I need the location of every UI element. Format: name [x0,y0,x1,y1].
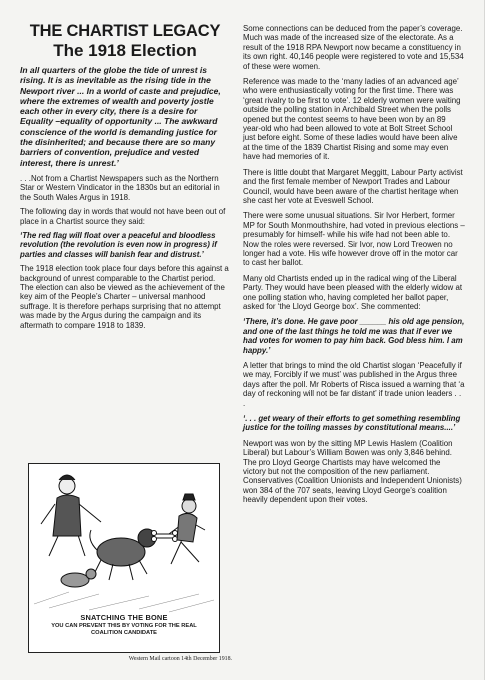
paragraph: A letter that brings to mind the old Chartist slogan ‘Peacefully if we may, Forcibly if we must’ was published in the Argus three days after the poll. Mr Roberts of Risca issued a warning that ‘a day of reckoning will not be far distant’ if trade union leaders . . . [243,361,465,408]
cartoon-caption-title: SNATCHING THE BONE [80,613,168,622]
left-column [20,22,230,335]
paragraph: Newport was won by the sitting MP Lewis Haslem (Coalition Liberal) but Labour’s William Bowen was only 3,846 behind. The pro Lloyd George Chartists may have welcomed the victory but not the composition of the new parliament. Conservatives (Coalition Unionists and Independent Unionists) won 384 of the 707 seats, leaving Lloyd George’s coalition heavily dependent upon their votes. [243,438,462,505]
right-column [243,24,465,511]
paragraph: The following day in words that would not have been out of place in a Chartist source they said: [20,207,226,226]
block-quote: ‘. . . get weary of their efforts to get something resembling justice for the toiling masses by constitutional means....’ [243,414,461,433]
cartoon-caption-line: COALITION CANDIDATE [91,629,157,636]
block-quote: ‘The red flag will float over a peaceful and bloodless revolution (the revolution is even now in progress) if parties and classes will banish fear and distrust.’ [20,231,217,259]
political-cartoon [28,463,220,653]
article-subtitle: The 1918 Election [53,41,197,60]
paragraph: There were some unusual situations. Sir Ivor Herbert, former MP for South Monmouthshire, had voted in previous elections –presumably for himself- while his wife had not been able to. Now the roles were reversed. Sir Ivor, now Lord Treowen no longer had a vote. His wife however drove off in the motor car to cast her ballot. [243,211,465,268]
cartoon-caption [29,623,219,636]
lead-quote: In all quarters of the globe the tide of unrest is rising. It is as inevitable as the rising tide in the Newport river ... In a world of caste and prejudice, where the extremes of wealth and poverty jostle each other in every city, there is a desire for Equality –equality of opportunity ... The awkward conscience of the world is demanding justice for the disinherited; and because there are so many barriers of convention, prejudice and vested interest, there is unrest.’ [20,65,221,168]
paragraph: . . .Not from a Chartist Newspapers such as the Northern Star or Western Vindicator in the 1830s but an editorial in the South Wales Argus in 1918. [20,173,220,202]
article-title: THE CHARTIST LEGACY [29,22,221,40]
paragraph: Some connections can be deduced from the paper’s coverage. Much was made of the increased size of the electorate. As a result of the 1918 RPA Newport now became a constituency in its own right. 40,146 people were registered to vote and 15,534 of these were women. [243,24,464,71]
paragraph: The 1918 election took place four days before this against a background of unrest comparable to the Chartist period. The election can also be viewed as the achievement of the key aim of the People’s Charter – universal manhood suffrage. It is therefore perhaps surprising that no attempt was made by the Argus during the campaign and its aftermath to compare 1918 to 1839. [20,264,229,330]
small-figure [61,569,96,587]
paragraph: Many old Chartists ended up in the radical wing of the Liberal Party. They would have been pleased with the elderly widow at one polling station who, having completed her ballot paper, asked for ‘the Lloyd George box’. She commented: [243,273,463,311]
cartoon-caption-line: YOU CAN PREVENT THIS BY VOTING FOR THE REAL [51,623,197,629]
paragraph: There is little doubt that Margaret Meggitt, Labour Party activist and the first female member of Newport Trades and Labour Council, would have been aware of the chartist heritage when she cast her vote at Eveswell School. [243,167,463,205]
paragraph: Reference was made to the ‘many ladies of an advanced age’ who were enthusiastically voting for the first time. There was ‘great rivalry to be first to vote’. 12 elderly women were waiting outside the polling station in Archibald Street when the polls opened but the contest seems to have been won by an 89 year-old who had been allowed to vote at Bolt Street School just before eight. Some of these ladies would have been alive at the time of the 1839 Chartist Rising and some may even have had memories of it. [243,77,461,162]
figure-right [169,494,205,564]
dog-figure [90,529,156,580]
cartoon-illustration [29,464,219,614]
cartoon-credit: Western Mail cartoon 14th December 1918. [128,656,232,662]
bone-icon [152,531,178,542]
block-quote: ‘There, it’s done. He gave poor ______ his old age pension, and one of the last things he told me was that if ever we had votes for women to pay him back. God bless him. I am happy.’ [243,317,465,355]
